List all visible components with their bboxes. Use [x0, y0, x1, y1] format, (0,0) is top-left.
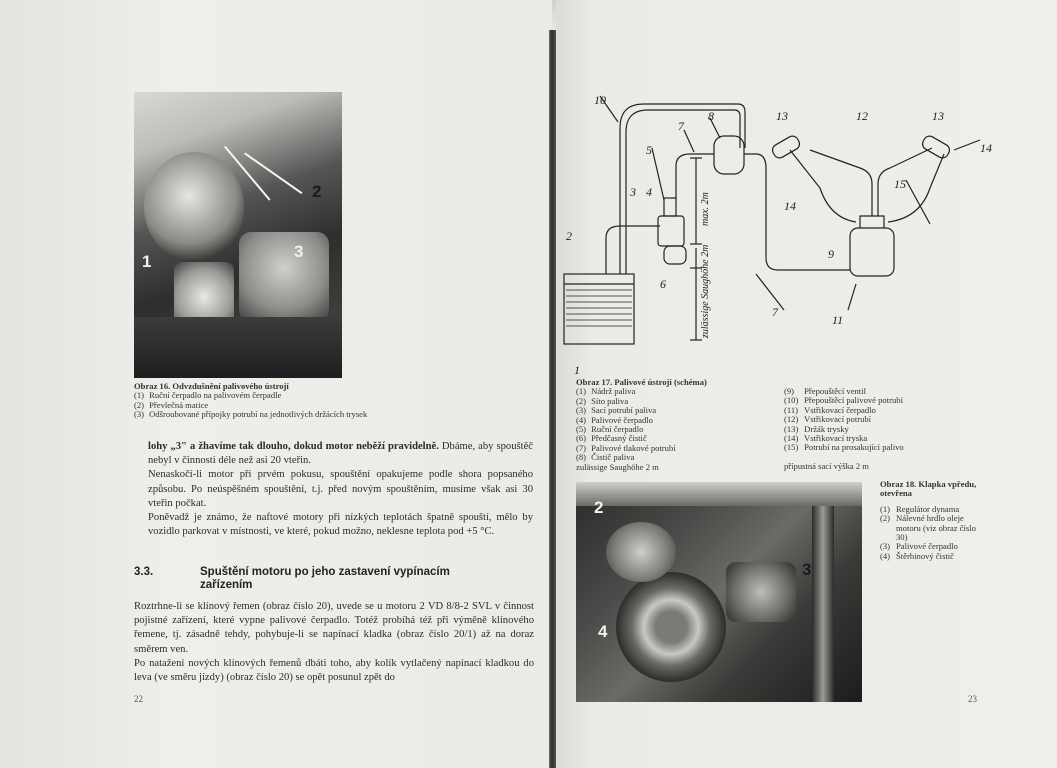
figure18-photo: [576, 482, 862, 702]
body-text-1: [148, 440, 533, 539]
diagram-label: 13: [776, 109, 788, 123]
caption-item: (4) Štěrbinový čistič: [880, 550, 954, 561]
diagram-label: 3: [630, 185, 636, 199]
figure17-caption-left: [576, 378, 776, 472]
diagram-labels: [566, 93, 992, 377]
caption-item: (10) Přepouštěcí palivové potrubí: [784, 395, 903, 406]
diagram-label: 9: [828, 247, 834, 261]
paragraph: Nenaskočí-li motor při prvém pokusu, spouštění opakujeme podle shora popsaného způsobu. Po neúspěšném spouštění, t.j. před novým spouštěním, musíme však asi 30 vteřin počkat.: [148, 469, 533, 509]
figure18-callout-3: 3: [802, 560, 812, 579]
caption-item: (4) Palivové čerpadlo: [576, 414, 653, 425]
figure18-callout-4: 4: [598, 622, 608, 641]
section-number: 3.3.: [134, 566, 154, 578]
diagram-vertical-label: zulässige Saughöhe 2m: [700, 244, 711, 338]
caption-item: (9) Přepouštěcí ventil: [784, 386, 866, 396]
diagram-label: 14: [784, 199, 796, 213]
caption-item: (14) Vstřikovací tryska: [784, 433, 868, 444]
diagram-label: 15: [894, 177, 906, 191]
caption-item: (2) Nálevné hrdlo oleje motoru (viz obraz číslo 30): [880, 513, 976, 543]
figure18-caption: [880, 480, 1010, 561]
diagram-label: 8: [708, 109, 714, 123]
page-number-left: 22: [134, 694, 143, 704]
book-spine: [549, 30, 556, 768]
fuel-system-diagram: [560, 88, 1000, 378]
caption-note: přípustná sací výška 2 m: [784, 460, 869, 471]
figure16-callout-2: 2: [312, 182, 322, 201]
page-number-right: 23: [968, 694, 977, 704]
diagram-label: 7: [772, 305, 778, 319]
diagram-vertical-label: max. 2m: [700, 192, 711, 226]
figure16-callout-1: 1: [142, 252, 152, 271]
caption-item: (7) Palivové tlakové potrubí: [576, 442, 676, 453]
figure17-caption-right: [784, 387, 994, 471]
diagram-label: 1: [574, 363, 580, 377]
paragraph: Poněvadž je známo, že naftové motory při nízkých teplotách špatně spouští, mělo by vozidlo parkovat v místnosti, ve které, pokud možno, neklesne teplota pod +5 °C.: [148, 512, 533, 538]
paragraph: Roztrhne-li se klínový řemen (obraz číslo 20), uvede se u motoru 2 VD 8/8-2 SVL v činnost pojistné zařízení, které vypne palivové čerpadlo. Totéž probíhá též při výměně klínového řemene, tj. zásadně tehdy, pohybuje-li se napínací kladka (obraz číslo 20/1) až na doraz směrem ven.: [134, 601, 534, 655]
caption-item: (15) Potrubí na prosakující palivo: [784, 442, 904, 453]
caption-item: (3) Odšroubované přípojky potrubí na jednotlivých držácích trysek: [134, 409, 368, 420]
diagram-label: 2: [566, 229, 572, 243]
diagram-label: 6: [660, 277, 666, 291]
section-title: Spuštění motoru po jeho zastavení vypínacím zařízením: [200, 566, 450, 591]
figure18-caption-title: Obraz 18. Klapka vpředu, otevřena: [880, 479, 977, 499]
caption-note: zulässige Saughöhe 2 m: [576, 461, 659, 472]
paragraph: lohy „3" a žhavíme tak dlouho, dokud motor neběží pravidelně. Dbáme, aby spouštěč nebyl v činnosti déle než asi 20 vteřin.: [148, 441, 533, 467]
caption-item: (3) Palivové čerpadlo: [880, 541, 958, 552]
caption-item: (1) Regulátor dynama: [880, 503, 960, 514]
caption-item: (2) Síto paliva: [576, 395, 629, 406]
caption-item: (13) Držák trysky: [784, 423, 849, 434]
body-text-2: [134, 600, 534, 685]
figure16-caption: [134, 382, 434, 420]
figure18-callout-2: 2: [594, 498, 604, 517]
caption-item: (3) Sací potrubí paliva: [576, 405, 657, 416]
diagram-label: 11: [832, 313, 844, 327]
caption-item: (6) Předčasný čistič: [576, 433, 647, 444]
caption-item: (2) Převlečná matice: [134, 399, 209, 410]
diagram-label: 10: [594, 93, 606, 107]
caption-item: (11) Vstřikovací čerpadlo: [784, 404, 876, 415]
diagram-label: 5: [646, 143, 652, 157]
diagram-label: 13: [932, 109, 944, 123]
diagram-label: 14: [980, 141, 992, 155]
caption-item: (1) Ruční čerpadlo na palivovém čerpadle: [134, 390, 282, 401]
paragraph: Po natažení nových klínových řemenů dbáti toho, aby kolík vytlačený napínací kladkou do leva (ve směru jízdy) (obraz číslo 20) se opět posunul zpět do: [134, 657, 534, 684]
diagram-label: 12: [856, 109, 868, 123]
figure16-photo: [134, 92, 342, 378]
caption-item: (8) Čistič paliva: [576, 452, 635, 463]
figure17-caption-title: Obraz 17. Palivové ústrojí (schéma): [576, 377, 707, 387]
caption-item: (1) Nádrž paliva: [576, 386, 636, 397]
figure16-callout-3: 3: [294, 242, 304, 261]
diagram-label: 7: [678, 119, 684, 133]
caption-item: (5) Ruční čerpadlo: [576, 424, 644, 435]
figure16-caption-title: Obraz 16. Odvzdušnění palivového ústrojí: [134, 381, 289, 391]
diagram-label: 4: [646, 185, 652, 199]
caption-item: (12) Vstřikovací potrubí: [784, 414, 872, 425]
